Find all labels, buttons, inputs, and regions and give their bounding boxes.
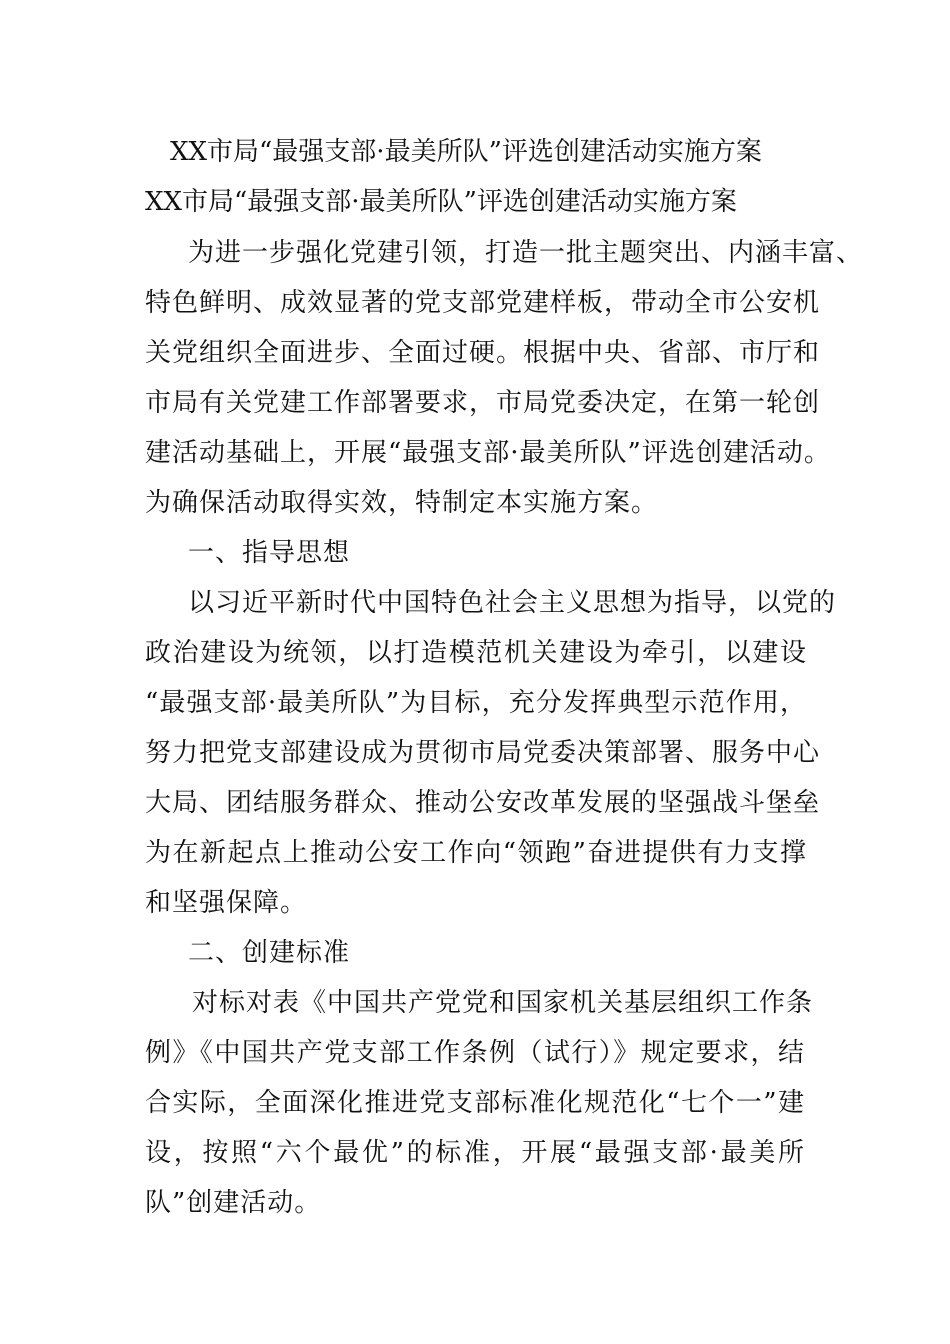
section-2-line-3: 合实际，全面深化推进党支部标准化规范化“七个一”建 — [145, 1088, 805, 1118]
section-1-heading: 一、指导思想 — [188, 538, 351, 568]
section-1-line-1: 以习近平新时代中国特色社会主义思想为指导，以党的 — [188, 588, 837, 618]
section-2-line-1: 对标对表《中国共产党党和国家机关基层组织工作条 — [192, 988, 814, 1018]
intro-line-3: 关党组织全面进步、全面过硬。根据中央、省部、市厅和 — [145, 338, 821, 368]
section-1-line-6: 为在新起点上推动公安工作向“领跑”奋进提供有力支撑 — [145, 838, 807, 868]
section-1-line-5: 大局、团结服务群众、推动公安改革发展的坚强战斗堡垒 — [145, 788, 821, 818]
intro-line-1: 为进一步强化党建引领，打造一批主题突出、内涵丰富、 — [188, 238, 864, 268]
intro-line-2: 特色鲜明、成效显著的党支部党建样板，带动全市公安机 — [145, 288, 821, 318]
section-1-line-7: 和坚强保障。 — [145, 888, 308, 918]
section-1-line-4: 努力把党支部建设成为贯彻市局党委决策部署、服务中心 — [145, 738, 821, 768]
document-title: XX市局“最强支部·最美所队”评选创建活动实施方案 — [170, 137, 762, 167]
section-2-line-5: 队”创建活动。 — [145, 1188, 322, 1218]
document-title-repeat: XX市局“最强支部·最美所队”评选创建活动实施方案 — [145, 187, 737, 217]
section-1-line-3: “最强支部·最美所队”为目标，充分发挥典型示范作用， — [145, 688, 807, 718]
section-2-heading: 二、创建标准 — [188, 938, 351, 968]
section-2-line-4: 设，按照“六个最优”的标准，开展“最强支部·最美所 — [145, 1138, 805, 1168]
intro-line-5: 建活动基础上，开展“最强支部·最美所队”评选创建活动。 — [145, 438, 831, 468]
intro-line-4: 市局有关党建工作部署要求，市局党委决定，在第一轮创 — [145, 388, 821, 418]
intro-line-6: 为确保活动取得实效，特制定本实施方案。 — [145, 488, 659, 518]
section-2-line-2: 例》《中国共产党支部工作条例（试行）》规定要求，结 — [145, 1038, 805, 1068]
section-1-line-2: 政治建设为统领，以打造模范机关建设为牵引，以建设 — [145, 638, 807, 668]
